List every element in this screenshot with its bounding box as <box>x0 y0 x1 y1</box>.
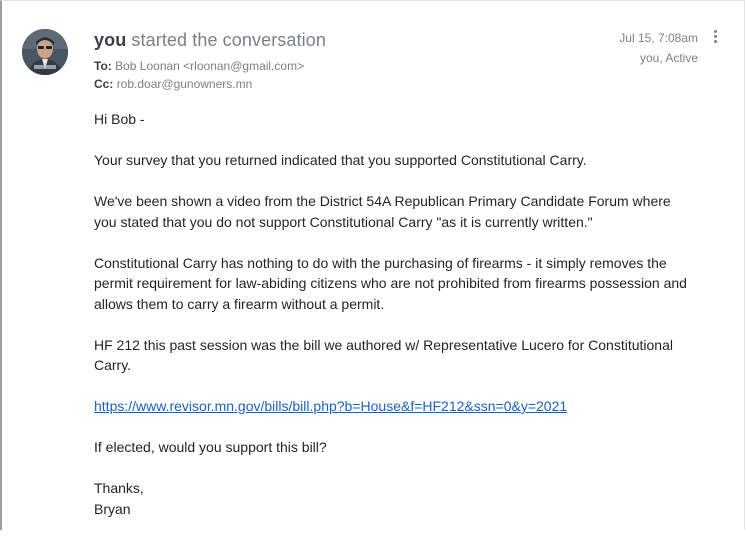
cc-line <box>94 77 252 91</box>
bill-link[interactable]: https://www.revisor.mn.gov/bills/bill.php?b=House&f=HF212&ssn=0&y=2021 <box>94 398 568 414</box>
conversation-header <box>94 30 326 51</box>
message-timestamp: Jul 15, 7:08am <box>619 31 698 45</box>
conversation-status: you, Active <box>639 51 698 65</box>
to-line <box>94 59 304 73</box>
paragraph-video: We've been shown a video from the District 54A Republican Primary Candidate Forum where you stated that you do not support Constitutional Carry "as it is currently written." <box>94 193 671 230</box>
kebab-menu-icon[interactable] <box>710 28 722 46</box>
to-label: To: <box>94 59 112 73</box>
paragraph-bill: HF 212 this past session was the bill we authored w/ Representative Lucero for Constitutional Carry. <box>94 336 673 373</box>
paragraph-definition: Constitutional Carry has nothing to do with the purchasing of firearms - it simply removes the permit requirement for law-abiding citizens who are not prohibited from firearms possession and allows them to carry a firearm without a permit. <box>94 254 687 312</box>
sender-avatar[interactable] <box>22 29 68 75</box>
cc-label: Cc: <box>94 77 114 91</box>
message-body <box>94 109 694 540</box>
greeting: Hi Bob - <box>94 111 145 127</box>
paragraph-question: If elected, would you support this bill? <box>94 439 327 455</box>
cc-recipient[interactable]: rob.doar@gunowners.mn <box>116 77 253 91</box>
sender-name[interactable]: you <box>94 30 127 50</box>
signature: Bryan <box>94 500 131 517</box>
to-recipient[interactable]: Bob Loonan <rloonan@gmail.com> <box>115 59 305 73</box>
signoff: Thanks, <box>94 480 144 496</box>
paragraph-survey: Your survey that you returned indicated that you supported Constitutional Carry. <box>94 152 587 168</box>
conversation-action: started the conversation <box>131 30 326 50</box>
avatar-photo-icon <box>22 29 68 75</box>
